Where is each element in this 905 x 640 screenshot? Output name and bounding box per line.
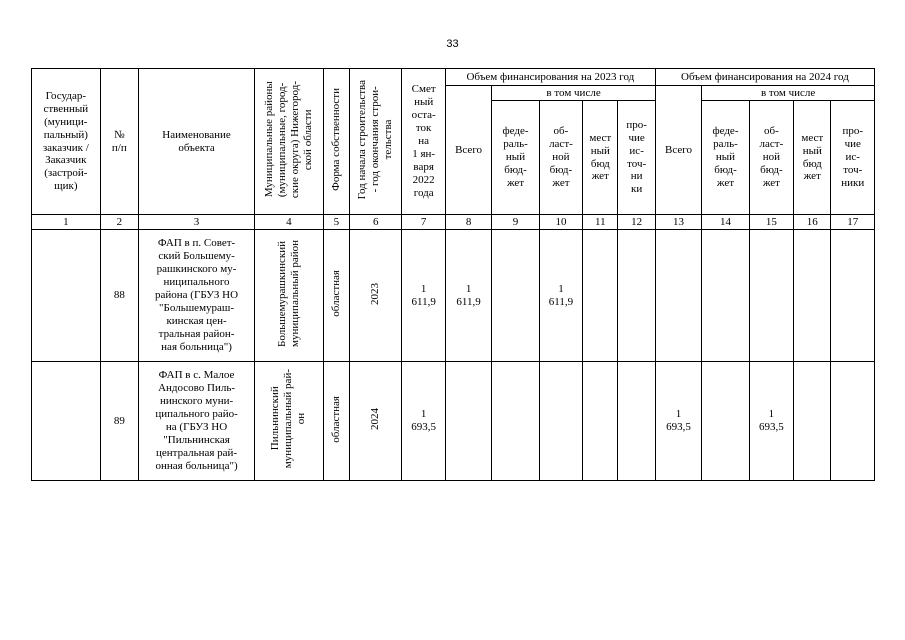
header-fin-2023-text: Объем финансирования на 2023 год <box>466 70 635 83</box>
row-ownership-text: областная <box>329 270 342 317</box>
row-local-2023 <box>583 362 618 481</box>
header-federal-2024-text: феде- раль- ный бюд- жет <box>712 125 739 189</box>
column-number: 5 <box>323 215 349 230</box>
header-regional-2023-text: об- ласт- ной бюд- жет <box>549 125 573 189</box>
row-regional-2023 <box>539 230 582 362</box>
header-customer <box>32 69 101 215</box>
header-including-2023-text: в том числе <box>546 86 601 99</box>
row-other-2024 <box>831 362 875 481</box>
column-number: 15 <box>749 215 793 230</box>
column-number: 2 <box>100 215 138 230</box>
header-other-2024 <box>831 101 875 215</box>
row-estimate-text: 1 611,9 <box>411 282 436 308</box>
row-object-name-text: ФАП в с. Малое Андосово Пиль- нинского муни- ципального райо- на (ГБУЗ НО "Пильнинская центральная рай- онная больница") <box>155 369 238 472</box>
header-fin-2023 <box>445 69 655 86</box>
row-regional-2024 <box>749 362 793 481</box>
row-num: 89 <box>100 362 138 481</box>
row-estimate-text: 1 693,5 <box>411 408 437 433</box>
header-other-2023-text: про- чие ис- точ- ни ки <box>626 118 647 196</box>
page-number: 33 <box>446 38 459 50</box>
header-customer-text: Государ- ственный (муници- пальный) заказчик / Заказчик (застрой- щик) <box>42 89 89 193</box>
row-other-2023 <box>618 362 655 481</box>
header-estimate-text: Смет ный оста- ток на 1 ян- варя 2022 года <box>411 83 436 199</box>
row-object-name <box>139 230 255 362</box>
header-including-2024-text: в том числе <box>760 86 816 99</box>
row-ownership <box>323 230 349 362</box>
header-total-2024 <box>655 86 701 215</box>
header-fin-2024 <box>655 69 874 86</box>
header-estimate <box>402 69 445 215</box>
row-regional-2024-text: 1 693,5 <box>759 408 784 433</box>
row-years <box>349 362 401 481</box>
column-number: 10 <box>539 215 582 230</box>
row-estimate <box>402 230 445 362</box>
row-local-2024 <box>794 362 831 481</box>
header-federal-2023 <box>492 101 539 215</box>
row-years-text: 2024 <box>369 408 382 431</box>
column-number: 14 <box>702 215 749 230</box>
row-customer <box>32 230 101 362</box>
row-regional-2024 <box>749 230 793 362</box>
header-years-text: Год начала строительства - год окончания строи- тельства <box>356 79 395 200</box>
row-district <box>255 230 324 362</box>
column-number: 17 <box>831 215 875 230</box>
column-number: 9 <box>492 215 539 230</box>
row-total-2023-text: 1 611,9 <box>456 282 481 308</box>
row-district-text: Большемурашкинский муниципальный район <box>275 240 301 347</box>
header-total-2023 <box>445 86 491 215</box>
header-fin-2024-text: Объем финансирования на 2024 год <box>681 70 849 83</box>
header-districts <box>255 69 324 215</box>
table-row <box>32 230 875 362</box>
row-total-2023 <box>445 230 491 362</box>
row-other-2024 <box>831 230 875 362</box>
column-number: 16 <box>794 215 831 230</box>
header-object-name <box>139 69 255 215</box>
row-total-2024 <box>655 362 701 481</box>
header-local-2024 <box>794 101 831 215</box>
row-object-name <box>139 362 255 481</box>
header-including-2023 <box>492 86 656 101</box>
column-number: 13 <box>655 215 701 230</box>
row-years <box>349 230 401 362</box>
row-estimate <box>402 362 445 481</box>
row-district <box>255 362 324 481</box>
column-number-row <box>32 215 875 230</box>
row-object-name-text: ФАП в п. Совет- ский Большему- рашкинского му- ниципального района (ГБУЗ НО "Большемураш- кинская цен- тральная район- ная больница") <box>155 237 239 353</box>
row-ownership <box>323 362 349 481</box>
header-local-2023 <box>583 101 618 215</box>
row-federal-2023 <box>492 362 539 481</box>
header-regional-2023 <box>539 101 582 215</box>
row-regional-2023-text: 1 611,9 <box>548 282 574 308</box>
header-object-name-text: Наименование объекта <box>162 128 231 154</box>
row-federal-2024 <box>702 230 749 362</box>
table-row <box>32 362 875 481</box>
row-federal-2024 <box>702 362 749 481</box>
row-ownership-text: областная <box>329 395 342 443</box>
row-other-2023 <box>618 230 655 362</box>
header-federal-2024 <box>702 101 749 215</box>
header-districts-text: Муниципальные районы (муниципальные, город- ские округа) Нижегород- ской области <box>262 80 314 199</box>
header-local-2024-text: мест ный бюд жет <box>801 131 824 183</box>
column-number: 4 <box>255 215 324 230</box>
header-federal-2023-text: феде- раль- ный бюд- жет <box>502 125 529 189</box>
header-total-2023-text: Всего <box>455 143 483 156</box>
column-number: 11 <box>583 215 618 230</box>
header-including-2024 <box>702 86 875 101</box>
row-total-2024-text: 1 693,5 <box>666 408 691 433</box>
header-regional-2024-text: об- ласт- ной бюд- жет <box>759 125 784 189</box>
header-num <box>100 69 138 215</box>
row-local-2024 <box>794 230 831 362</box>
column-number: 1 <box>32 215 101 230</box>
column-number: 7 <box>402 215 445 230</box>
row-local-2023 <box>583 230 618 362</box>
column-number: 3 <box>139 215 255 230</box>
row-total-2023 <box>445 362 491 481</box>
header-total-2024-text: Всего <box>665 143 693 156</box>
column-number: 6 <box>349 215 401 230</box>
row-total-2024 <box>655 230 701 362</box>
header-local-2023-text: мест ный бюд жет <box>589 131 612 183</box>
header-years <box>349 69 401 215</box>
header-ownership <box>323 69 349 215</box>
row-num: 88 <box>100 230 138 362</box>
header-regional-2024 <box>749 101 793 215</box>
row-district-text: Пильнинский муниципальный рай- он <box>269 369 308 469</box>
header-other-2023 <box>618 101 655 215</box>
header-other-2024-text: про- чие ис- точ- ники <box>841 125 865 189</box>
row-federal-2023 <box>492 230 539 362</box>
row-regional-2023 <box>539 362 582 481</box>
row-customer <box>32 362 101 481</box>
column-number: 8 <box>445 215 491 230</box>
header-ownership-text: Форма собственности <box>329 88 342 191</box>
header-row-1 <box>32 69 875 86</box>
header-num-text: № п/п <box>111 128 127 154</box>
financing-table <box>31 68 875 481</box>
row-years-text: 2023 <box>369 282 382 305</box>
column-number: 12 <box>618 215 655 230</box>
